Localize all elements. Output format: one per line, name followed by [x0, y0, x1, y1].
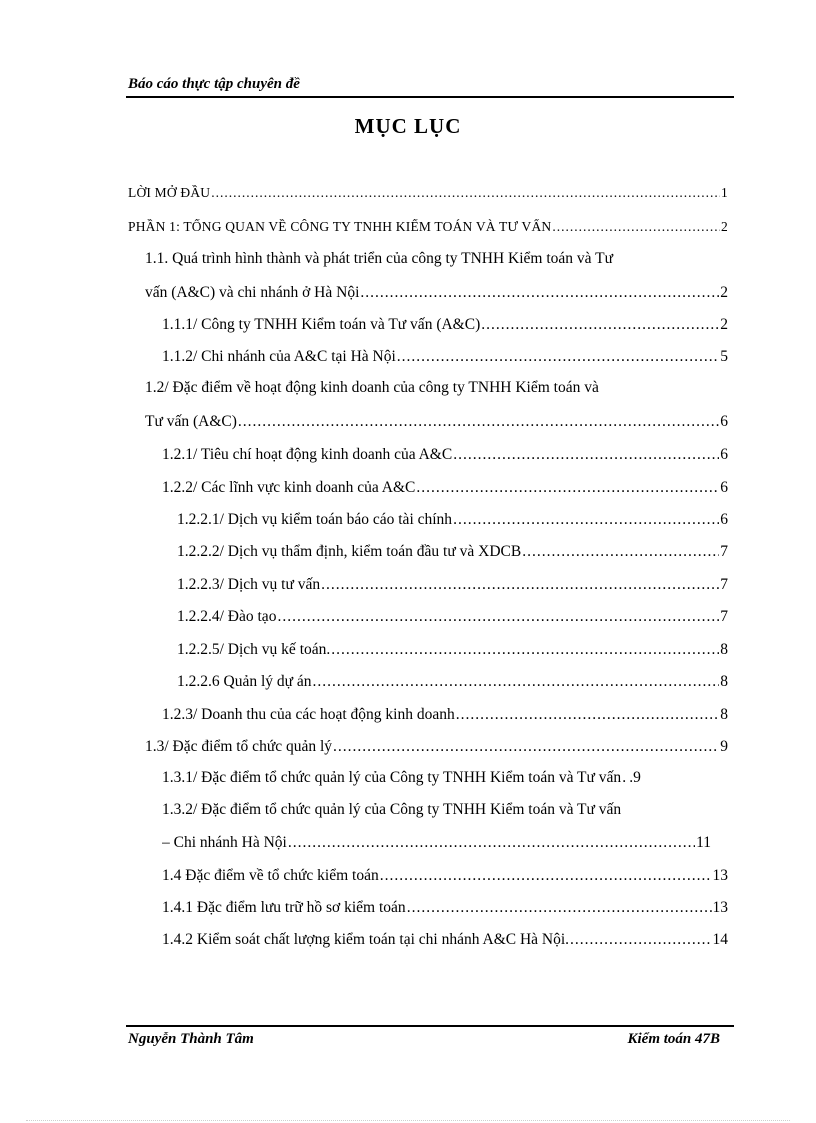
toc-leader-dots: [416, 479, 719, 497]
toc-entry[interactable]: [177, 511, 728, 529]
toc-entry-page: 7: [720, 576, 728, 593]
toc-entry-page: 13: [712, 867, 728, 884]
toc-entry-page: .9: [629, 769, 641, 786]
toc-entry[interactable]: [162, 769, 728, 787]
toc-entry-page: 1: [721, 185, 728, 200]
toc-entry-text: 1.2.2.4/ Đào tạo: [177, 608, 277, 625]
footer-author: Nguyễn Thành Tâm: [128, 1031, 254, 1047]
toc-entry-text: 1.1.1/ Công ty TNHH Kiểm toán và Tư vấn (A&C): [162, 316, 481, 333]
toc-entry[interactable]: [162, 316, 728, 334]
toc-title: MỤC LỤC: [354, 114, 462, 138]
header-title: Báo cáo thực tập chuyên đề: [128, 76, 300, 92]
toc-entry[interactable]: [162, 706, 728, 724]
toc-entry[interactable]: [128, 219, 728, 235]
toc-entry-text: 1.2.1/ Tiêu chí hoạt động kinh doanh của A&C: [162, 446, 453, 463]
toc-entry-page: 11: [696, 834, 711, 851]
toc-entry[interactable]: [177, 576, 728, 594]
toc-leader-dots: [238, 413, 719, 431]
toc-entry-page: 14: [712, 931, 728, 948]
toc-entry-page: 2: [720, 284, 728, 301]
toc-leader-dots: [333, 738, 719, 756]
toc-leader-dots: [453, 511, 719, 529]
toc-entry-page: 2: [720, 316, 728, 333]
toc-leader-dots: [277, 608, 719, 626]
toc-entry-text: 1.2.2.6 Quản lý dự án: [177, 673, 312, 690]
toc-entry-page: 8: [720, 673, 728, 690]
toc-entry-text: Tư vấn (A&C): [145, 413, 237, 430]
toc-entry-page: 8: [720, 706, 728, 723]
toc-leader-dots: [481, 316, 719, 334]
toc-entry-text: 1.2.2.2/ Dịch vụ thẩm định, kiểm toán đầu tư và XDCB: [177, 543, 522, 560]
toc-entry-page: 6: [720, 413, 728, 430]
toc-entry-page: 6: [720, 479, 728, 496]
toc-entry-text: 1.2.2/ Các lĩnh vực kinh doanh của A&C: [162, 479, 416, 496]
toc-entry[interactable]: [145, 250, 730, 268]
toc-entry-text: 1.4.1 Đặc điểm lưu trữ hồ sơ kiểm toán: [162, 899, 406, 916]
toc-entry-page: 6: [720, 446, 728, 463]
toc-entry[interactable]: [162, 801, 730, 819]
footer-divider: [126, 1025, 734, 1027]
page-bottom-dotted-line: [26, 1120, 790, 1121]
toc-leader-dots: [456, 706, 720, 724]
toc-entry[interactable]: [145, 284, 728, 302]
toc-entry-text: 1.1. Quá trình hình thành và phát triển của công ty TNHH Kiểm toán và Tư: [145, 250, 613, 267]
toc-entry-page: 5: [720, 348, 728, 365]
toc-entry-text: 1.3.2/ Đặc điểm tổ chức quản lý của Công ty TNHH Kiểm toán và Tư vấn: [162, 801, 622, 818]
toc-entry-page: 7: [720, 608, 728, 625]
toc-entry-text: – Chi nhánh Hà Nội: [162, 834, 287, 851]
toc-entry[interactable]: [162, 931, 728, 949]
toc-leader-dots: [552, 219, 720, 235]
header-divider: [126, 96, 734, 98]
toc-entry[interactable]: [128, 185, 728, 201]
toc-entry[interactable]: [162, 834, 711, 852]
toc-entry-page: 8: [720, 641, 728, 658]
toc-entry[interactable]: [162, 348, 728, 366]
toc-entry-text: 1.1.2/ Chi nhánh của A&C tại Hà Nội: [162, 348, 396, 365]
toc-leader-dots: [331, 641, 719, 659]
toc-entry-text: 1.3.1/ Đặc điểm tổ chức quản lý của Công ty TNHH Kiểm toán và Tư vấn: [162, 769, 622, 786]
toc-entry-text: 1.2.2.3/ Dịch vụ tư vấn: [177, 576, 321, 593]
toc-entry-text: LỜI MỞ ĐẦU: [128, 185, 211, 200]
toc-leader-dots: [453, 446, 719, 464]
toc-entry[interactable]: [162, 899, 728, 917]
toc-entry-text: 1.4 Đặc điểm về tổ chức kiểm toán: [162, 867, 379, 884]
toc-entry[interactable]: [177, 673, 728, 691]
toc-leader-dots: [397, 348, 719, 366]
toc-leader-dots: [313, 673, 720, 691]
toc-leader-dots: [211, 185, 720, 201]
toc-leader-dots: [321, 576, 719, 594]
toc-entry[interactable]: [145, 413, 728, 431]
toc-leader-dots: [522, 543, 719, 561]
toc-entry-page: 2: [721, 219, 728, 234]
toc-leader-dots: [622, 769, 628, 787]
toc-leader-dots: [360, 284, 719, 302]
toc-entry[interactable]: [145, 738, 728, 756]
toc-entry[interactable]: [177, 608, 728, 626]
toc-entry-page: 13: [712, 899, 728, 916]
toc-leader-dots: [380, 867, 712, 885]
toc-entry[interactable]: [162, 867, 728, 885]
toc-entry[interactable]: [177, 543, 728, 561]
toc-entry[interactable]: [177, 641, 728, 659]
toc-leader-dots: [288, 834, 695, 852]
toc-entry-text: 1.3/ Đặc điểm tổ chức quản lý: [145, 738, 333, 755]
toc-entry-text: 1.2.2.1/ Dịch vụ kiểm toán báo cáo tài chính: [177, 511, 453, 528]
toc-entry-text: 1.2.3/ Doanh thu của các hoạt động kinh doanh: [162, 706, 455, 723]
toc-entry[interactable]: [162, 479, 728, 497]
toc-entry-text: 1.2/ Đặc điểm về hoạt động kinh doanh của công ty TNHH Kiểm toán và: [145, 379, 599, 396]
toc-entry-page: 7: [720, 543, 728, 560]
toc-entry-text: vấn (A&C) và chi nhánh ở Hà Nội: [145, 284, 360, 301]
toc-entry[interactable]: [145, 379, 730, 397]
toc-leader-dots: [570, 931, 711, 949]
toc-entry-page: 9: [720, 738, 728, 755]
toc-entry-text: PHẦN 1: TỔNG QUAN VỀ CÔNG TY TNHH KIỂM TOÁN VÀ TƯ VẤN: [128, 219, 552, 234]
toc-leader-dots: [407, 899, 712, 917]
toc-entry-text: 1.4.2 Kiểm soát chất lượng kiểm toán tại chi nhánh A&C Hà Nội.: [162, 931, 570, 948]
toc-entry-text: 1.2.2.5/ Dịch vụ kế toán.: [177, 641, 331, 658]
footer-class: Kiểm toán 47B: [627, 1031, 720, 1047]
toc-entry[interactable]: [162, 446, 728, 464]
toc-entry-page: 6: [720, 511, 728, 528]
